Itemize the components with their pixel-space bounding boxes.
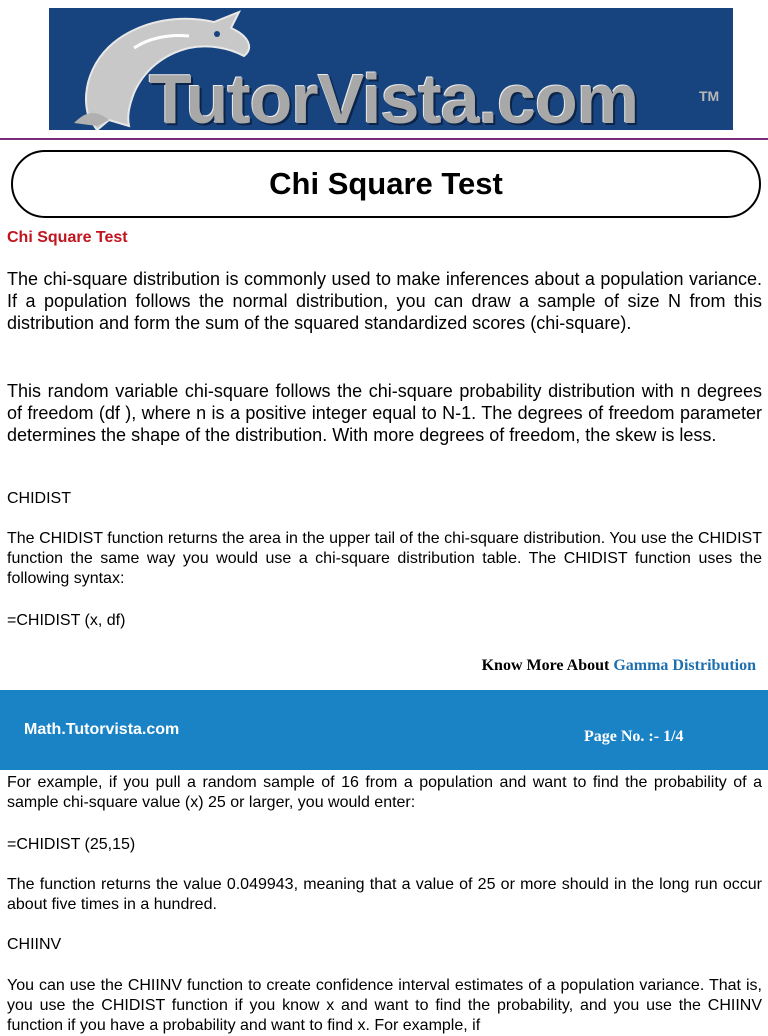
page-number: Page No. :- 1/4: [584, 728, 684, 745]
paragraph-chiinv: You can use the CHIINV function to create confidence interval estimates of a population variance. That is, you use the CHIDIST function if you know x and want to find the probability, and you use the CHIINV function if you have a probability and want to find x. For example, if: [7, 977, 762, 1034]
paragraph-chidist: The CHIDIST function returns the area in the upper tail of the chi-square distribution. You use the CHIDIST function the same way you would use a chi-square distribution table. The CHIDIST function uses the following syntax:: [7, 530, 762, 587]
paragraph-degrees-of-freedom: This random variable chi-square follows the chi-square probability distribution with n degrees of freedom (df ), where n is a positive integer equal to N-1. The degrees of freedom parameter determines the shape of the distribution. With more degrees of freedom, the skew is less.: [7, 381, 762, 445]
chidist-label: CHIDIST: [7, 490, 71, 507]
header-divider: [0, 138, 768, 140]
title-box: [11, 150, 761, 218]
know-more-line: [482, 657, 756, 675]
paragraph-result: The function returns the value 0.049943, meaning that a value of 25 or more should in the long run occur about five times in a hundred.: [7, 876, 762, 913]
gamma-distribution-link[interactable]: Gamma Distribution: [613, 657, 756, 674]
logo-text: TutorVista.com: [149, 60, 639, 130]
paragraph-intro: The chi-square distribution is commonly used to make inferences about a population variance. If a population follows the normal distribution, you can draw a sample of size N from this distribution and form the sum of the squared standardized scores (chi-square).: [7, 269, 762, 333]
chidist-example: =CHIDIST (25,15): [7, 836, 136, 853]
section-heading: Chi Square Test: [7, 229, 128, 246]
page-footer: [0, 690, 768, 770]
footer-site-name: Math.Tutorvista.com: [24, 721, 180, 738]
paragraph-example: For example, if you pull a random sample of 16 from a population and want to find the probability of a sample chi-square value (x) 25 or larger, you would enter:: [7, 774, 762, 811]
logo-banner: [49, 8, 733, 130]
page-title: Chi Square Test: [269, 166, 503, 201]
chiinv-label: CHIINV: [7, 936, 62, 953]
trademark-mark: TM: [699, 88, 720, 104]
know-more-prefix: Know More About: [481, 657, 614, 674]
chidist-syntax: =CHIDIST (x, df): [7, 612, 126, 629]
